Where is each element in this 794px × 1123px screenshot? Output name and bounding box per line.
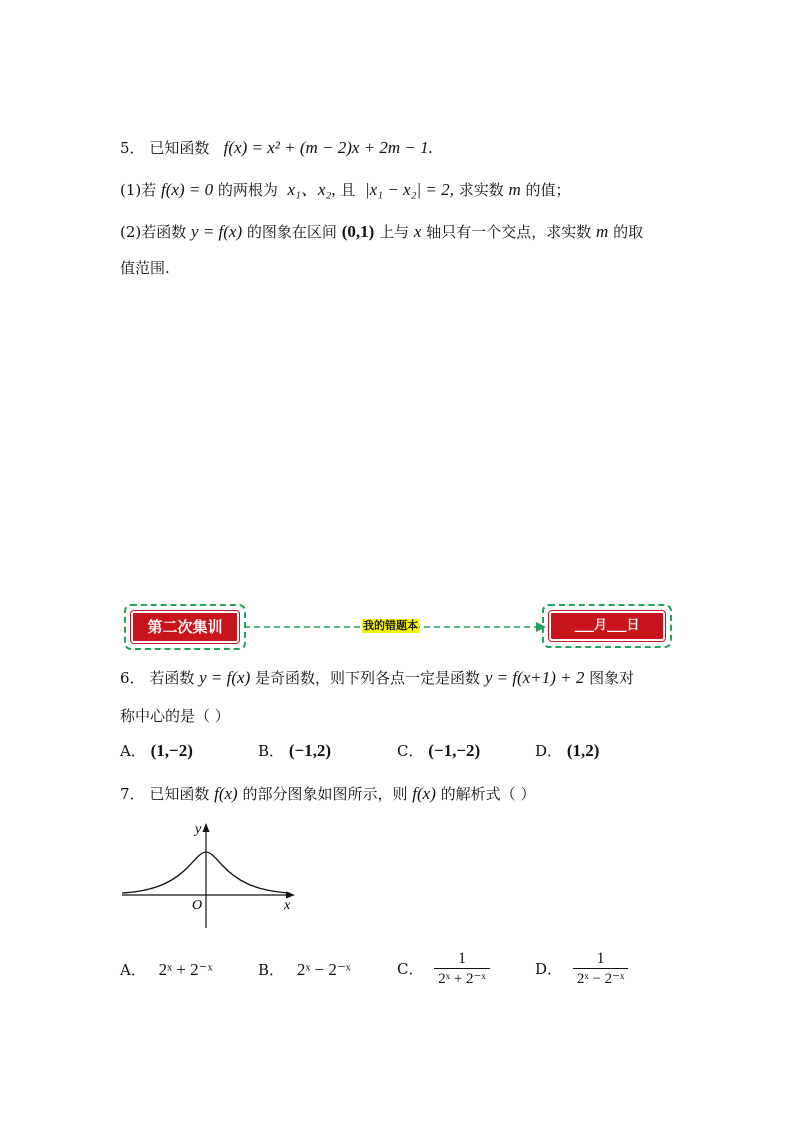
- q6-option-b[interactable]: [258, 741, 331, 761]
- q7-end: 的解析式（ ）: [440, 785, 536, 803]
- q7-option-b-label: B．: [258, 961, 285, 979]
- q6-option-b-label: B．: [258, 742, 285, 760]
- q5-p2-prefix: (2)若函数: [120, 223, 187, 241]
- q6-option-c-value: (−1,−2): [428, 741, 481, 760]
- q5-line2: [120, 180, 571, 200]
- y-axis-arrow: [203, 823, 210, 832]
- q7-option-c-denominator: 2ˣ + 2⁻ˣ: [438, 971, 486, 987]
- q7-option-d[interactable]: [535, 950, 628, 988]
- q7-option-d-label: D．: [535, 960, 563, 978]
- q5-p1-and: 且: [340, 181, 356, 199]
- q6-option-d-label: D．: [535, 742, 563, 760]
- q6-function2: y = f(x+1) + 2: [484, 668, 585, 687]
- q6-mid: 是奇函数，则下列各点一定是函数: [255, 669, 481, 687]
- q6-option-a[interactable]: [120, 741, 193, 761]
- q5-p1-prefix: (1)若: [120, 181, 157, 199]
- q7-option-c-fraction: [434, 950, 490, 988]
- q7-option-d-denominator: 2ˣ − 2⁻ˣ: [576, 971, 625, 987]
- q7-option-c-label: C．: [397, 960, 424, 978]
- q5-number: 5．: [120, 139, 145, 157]
- q6-option-b-value: (−1,2): [288, 741, 332, 760]
- q5-p2-end: 的取: [613, 223, 644, 241]
- q5-p2-line2: 值范围.: [120, 259, 170, 277]
- q7-function: f(x): [214, 784, 238, 803]
- q7-graph: [118, 818, 308, 930]
- q6-line2: [120, 706, 230, 726]
- q7-option-a-label: A．: [120, 961, 146, 979]
- q5-p2-axis: x: [413, 222, 422, 241]
- q7-number: 7．: [120, 785, 145, 803]
- q5-p2-interval: (0,1): [341, 222, 375, 241]
- q7-option-d-numerator: 1: [573, 950, 629, 969]
- q7-option-b-value: 2ˣ − 2⁻ˣ: [296, 960, 351, 979]
- q7-mid: 的部分图象如图所示，则: [242, 785, 408, 803]
- q7-option-a-value: 2ˣ + 2⁻ˣ: [158, 960, 213, 979]
- q5-p2-var: m: [596, 222, 609, 241]
- q5-p2-function: y = f(x): [191, 222, 243, 241]
- q6-end: 图象对: [589, 669, 635, 687]
- q5-p2-mid: 的图象在区间: [246, 223, 337, 241]
- q5-p2-mid3: 轴只有一个交点，求实数: [426, 223, 592, 241]
- q5-function: f(x) = x² + (m − 2)x + 2m − 1.: [223, 138, 433, 157]
- q5-p1-var: m: [508, 180, 521, 199]
- q6-number: 6．: [120, 669, 145, 687]
- q6-option-d[interactable]: [535, 741, 599, 761]
- q6-option-a-value: (1,−2): [150, 741, 193, 760]
- banner-left-label: 第二次集训: [131, 611, 239, 643]
- q5-p1-abs: |x₁ − x₂| = 2,: [364, 180, 454, 199]
- q6-option-c[interactable]: [397, 741, 480, 761]
- q6-line2-text: 称中心的是（ ）: [120, 707, 230, 725]
- origin-label: O: [192, 898, 203, 913]
- q5-intro: 已知函数: [149, 139, 210, 157]
- q5-p1-roots: x₁、x₂,: [287, 180, 336, 199]
- q5-p2-mid2: 上与: [379, 223, 410, 241]
- q6-prefix: 若函数: [149, 669, 195, 687]
- q5-line3: [120, 222, 643, 242]
- q7-line1: [120, 784, 535, 804]
- q5-p1-equation: f(x) = 0: [161, 180, 214, 199]
- q7-option-c-numerator: 1: [434, 950, 490, 969]
- q6-option-c-label: C．: [397, 742, 424, 760]
- q6-function1: y = f(x): [199, 668, 251, 687]
- q5-p1-end: 的值；: [525, 181, 571, 199]
- q7-function2: f(x): [412, 784, 436, 803]
- q7-option-c[interactable]: [397, 950, 490, 988]
- q5-line1: [120, 138, 433, 158]
- q6-option-d-value: (1,2): [566, 741, 600, 760]
- y-axis-label: y: [195, 822, 202, 837]
- q7-option-d-fraction: [573, 950, 629, 988]
- x-axis-label: x: [284, 898, 291, 913]
- q6-option-a-label: A．: [120, 742, 146, 760]
- banner-center-label: 我的错题本: [363, 619, 418, 632]
- q5-line4: [120, 258, 170, 278]
- q7-option-b[interactable]: [258, 960, 351, 980]
- q6-line1: [120, 668, 634, 688]
- banner-right-label: ___月___日: [549, 611, 665, 641]
- q5-p1-ask: 求实数: [458, 181, 504, 199]
- q7-prefix: 已知函数: [149, 785, 210, 803]
- q7-option-a[interactable]: [120, 960, 213, 980]
- q5-p1-mid: 的两根为: [217, 181, 278, 199]
